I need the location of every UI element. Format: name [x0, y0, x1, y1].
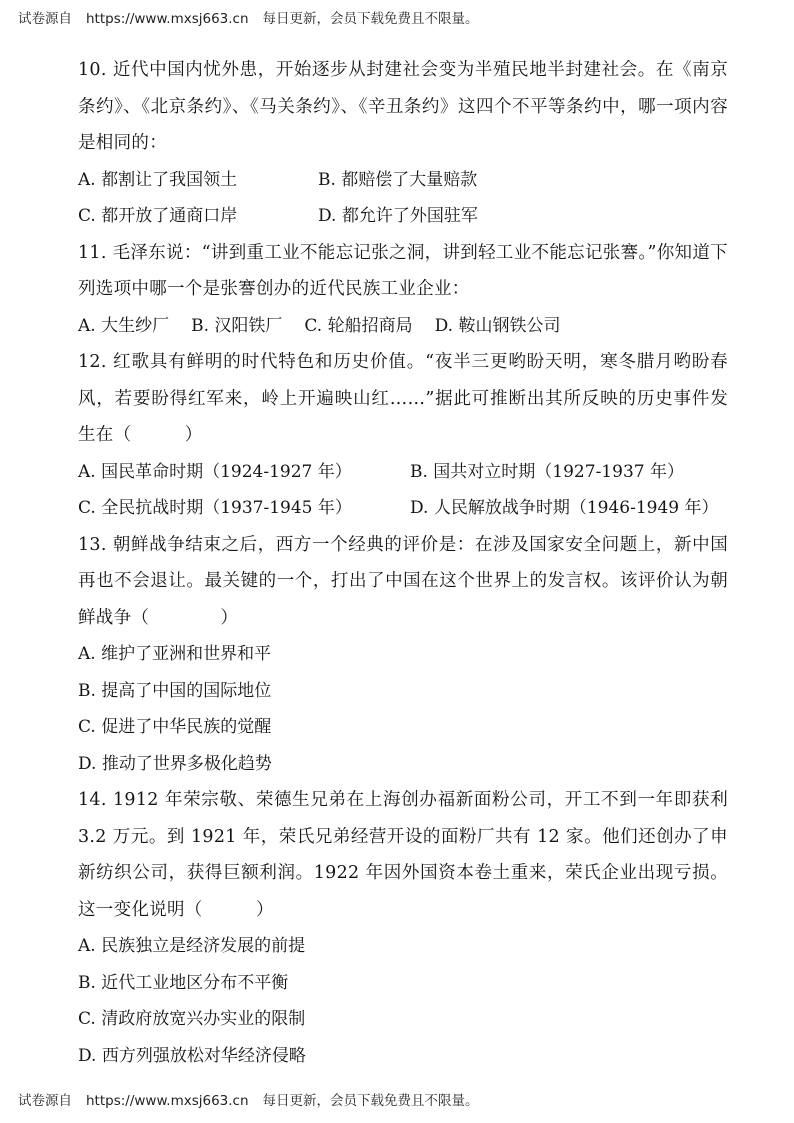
- question-stem: 11. 毛泽东说：“讲到重工业不能忘记张之洞，讲到轻工业不能忘记张謇。”你知道下列选项中哪一个是张謇创办的近代民族工业企业：: [78, 242, 728, 299]
- option-c: C. 清政府放宽兴办实业的限制: [78, 1009, 306, 1029]
- option-d: D. 鞍山钢铁公司: [434, 315, 561, 336]
- header-url[interactable]: https://www.mxsj663.cn: [86, 11, 249, 27]
- question-14: [78, 782, 728, 1074]
- option-list: [78, 308, 728, 345]
- footer-source: 试卷源自: [18, 1093, 72, 1109]
- option-b: B. 提高了中国的国际地位: [78, 680, 272, 701]
- option-list: [78, 454, 728, 527]
- question-12: [78, 344, 728, 527]
- option-a: A. 国民革命时期（1924-1927 年）: [78, 461, 352, 482]
- footer-notice: 每日更新，会员下载免费且不限量。: [262, 1093, 479, 1109]
- option-c: C. 全民抗战时期（1937-1945 年）: [78, 498, 352, 518]
- option-b: B. 都赔偿了大量赔款: [318, 169, 478, 190]
- option-list: [78, 162, 728, 235]
- question-13: [78, 527, 728, 783]
- option-c: C. 轮船招商局: [304, 315, 413, 336]
- question-10: [78, 52, 728, 235]
- page-header: [18, 10, 493, 28]
- question-list: [78, 52, 728, 1074]
- question-stem: 13. 朝鲜战争结束之后，西方一个经典的评价是：在涉及国家安全问题上，新中国再也不会退让。最关键的一个，打出了中国在这个世界上的发言权。该评价认为朝鲜战争（ ）: [78, 534, 728, 628]
- question-stem: 12. 红歌具有鲜明的时代特色和历史价值。“夜半三更哟盼天明，寒冬腊月哟盼春风，若要盼得红军来，岭上开遍映山红……”据此可推断出其所反映的历史事件发生在（ ）: [78, 352, 728, 445]
- option-b: B. 汉阳铁厂: [191, 315, 283, 336]
- option-d: D. 西方列强放松对华经济侵略: [78, 1045, 306, 1066]
- option-d: D. 都允许了外国驻军: [318, 206, 478, 226]
- question-stem: 10. 近代中国内忧外患，开始逐步从封建社会变为半殖民地半封建社会。在《南京条约》、《北京条约》、《马关条约》、《辛丑条约》这四个不平等条约中，哪一项内容是相同的：: [78, 60, 728, 153]
- option-list: [78, 928, 728, 1074]
- option-c: C. 促进了中华民族的觉醒: [78, 717, 272, 737]
- option-b: B. 近代工业地区分布不平衡: [78, 972, 289, 993]
- footer-url[interactable]: https://www.mxsj663.cn: [86, 1093, 249, 1109]
- header-notice: 每日更新，会员下载免费且不限量。: [262, 11, 479, 27]
- option-list: [78, 636, 728, 782]
- option-b: B. 国共对立时期（1927-1937 年）: [410, 461, 684, 482]
- header-source: 试卷源自: [18, 11, 72, 27]
- option-a: A. 大生纱厂: [78, 315, 170, 336]
- question-stem: 14. 1912 年荣宗敬、荣德生兄弟在上海创办福新面粉公司，开工不到一年即获利 3.2 万元。到 1921 年，荣氏兄弟经营开设的面粉厂共有 12 家。他们还创办了申新纺织公司，获得巨额利润。1922 年因外国资本卷土重来，荣氏企业出现亏损。这一变化说明（ ）: [78, 790, 728, 920]
- option-a: A. 民族独立是经济发展的前提: [78, 936, 306, 956]
- question-11: [78, 235, 728, 345]
- option-a: A. 维护了亚洲和世界和平: [78, 644, 272, 664]
- page-footer: [18, 1092, 493, 1110]
- option-d: D. 推动了世界多极化趋势: [78, 753, 272, 774]
- option-d: D. 人民解放战争时期（1946-1949 年）: [410, 498, 719, 518]
- option-a: A. 都割让了我国领土: [78, 169, 238, 190]
- option-c: C. 都开放了通商口岸: [78, 206, 238, 226]
